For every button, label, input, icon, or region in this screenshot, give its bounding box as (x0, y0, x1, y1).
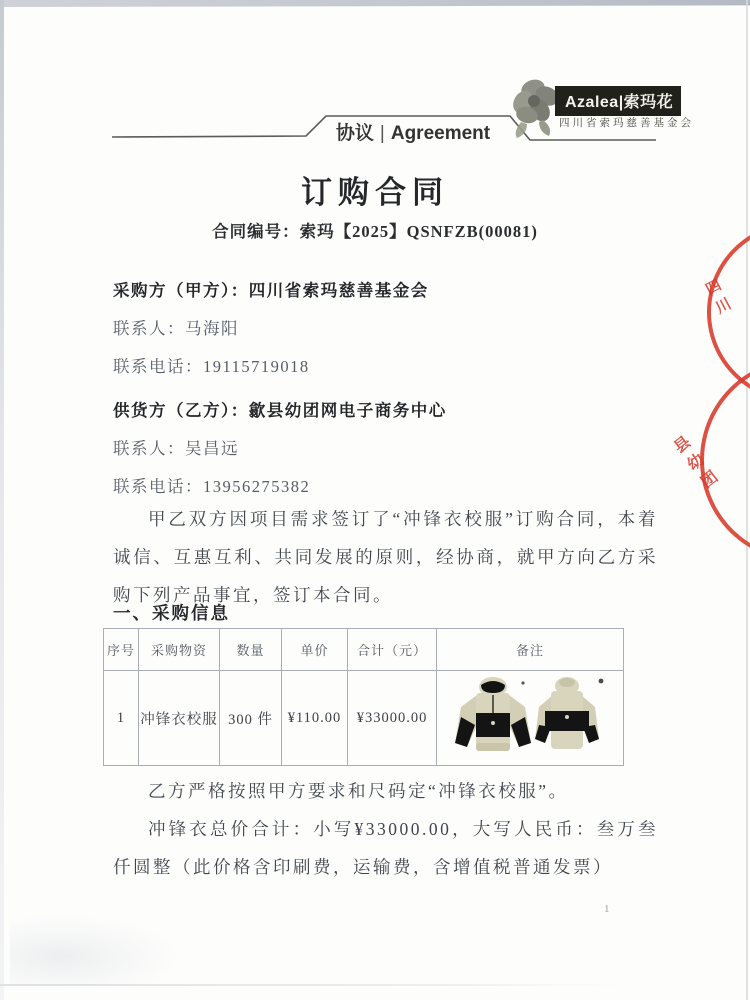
cell-item: 冲锋衣校服 (139, 671, 220, 766)
cell-seq: 1 (104, 671, 139, 766)
foundation-logo (503, 72, 698, 142)
section1-heading: 一、采购信息 (113, 603, 230, 623)
scan-edge-top (0, 0, 750, 7)
jackets-photo (451, 673, 609, 759)
speck (521, 681, 524, 684)
ribbon-title (318, 118, 508, 145)
supplier-phone: 联系电话：13956275382 (113, 477, 311, 496)
cell-total: ¥33000.00 (348, 671, 437, 766)
seal-bottom-text: 县幼团 (668, 433, 723, 497)
col-header-seq: 序号 (104, 629, 139, 671)
col-header-item: 采购物资 (139, 629, 220, 671)
cell-unit-price: ¥110.00 (282, 671, 348, 766)
contract-number: 合同编号：索玛【2025】QSNFZB(00081) (212, 222, 538, 241)
table-row (104, 671, 624, 766)
parties-block (113, 277, 653, 511)
col-header-price: 单价 (282, 629, 348, 671)
jacket-front (455, 677, 531, 751)
ribbon-title-cn: 协议 (335, 123, 374, 144)
col-header-remark: 备注 (437, 629, 624, 671)
col-header-qty: 数量 (220, 629, 282, 671)
purchase-table (103, 628, 624, 766)
table-header-row (104, 629, 624, 671)
logo-subtitle: 四川省索玛慈善基金会 (559, 118, 694, 129)
note-sizing: 乙方严格按照甲方要求和尺码定“冲锋衣校服”。 (148, 781, 569, 801)
speck (599, 678, 604, 683)
ribbon-separator: | (379, 123, 385, 144)
ribbon-title-en: Agreement (390, 123, 491, 144)
buyer-label: 采购方（甲方）：四川省索玛慈善基金会 (113, 281, 429, 300)
notes-block (113, 772, 658, 886)
scan-edge-left (0, 0, 4, 1000)
intro-paragraph: 甲乙双方因项目需求签订了“冲锋衣校服”订购合同，本着诚信、互惠互利、共同发展的原则，经协商，就甲方向乙方采购下列产品事宜，签订本合同。 (113, 509, 658, 605)
logo-badge: Azalea|索玛花 (555, 86, 681, 116)
col-header-total: 合计（元） (348, 629, 437, 671)
jacket-back (535, 677, 599, 749)
document-title: 订购合同 (301, 175, 449, 210)
supplier-contact: 联系人：吴昌远 (113, 439, 239, 458)
seal-top-text: 四川 (701, 276, 735, 322)
page-number: 1 (604, 903, 610, 915)
note-total-price: 冲锋衣总价合计：小写¥33000.00，大写人民币：叁万叁仟圆整（此价格含印刷费，运输费，含增值税普通发票） (113, 819, 658, 877)
buyer-contact: 联系人：马海阳 (113, 319, 239, 338)
buyer-phone: 联系电话：19115719018 (113, 357, 310, 376)
supplier-label: 供货方（乙方）：歙县幼团网电子商务中心 (113, 401, 447, 420)
cell-qty: 300 件 (220, 671, 282, 766)
scan-smudge (10, 915, 180, 985)
cell-remark (437, 671, 624, 766)
